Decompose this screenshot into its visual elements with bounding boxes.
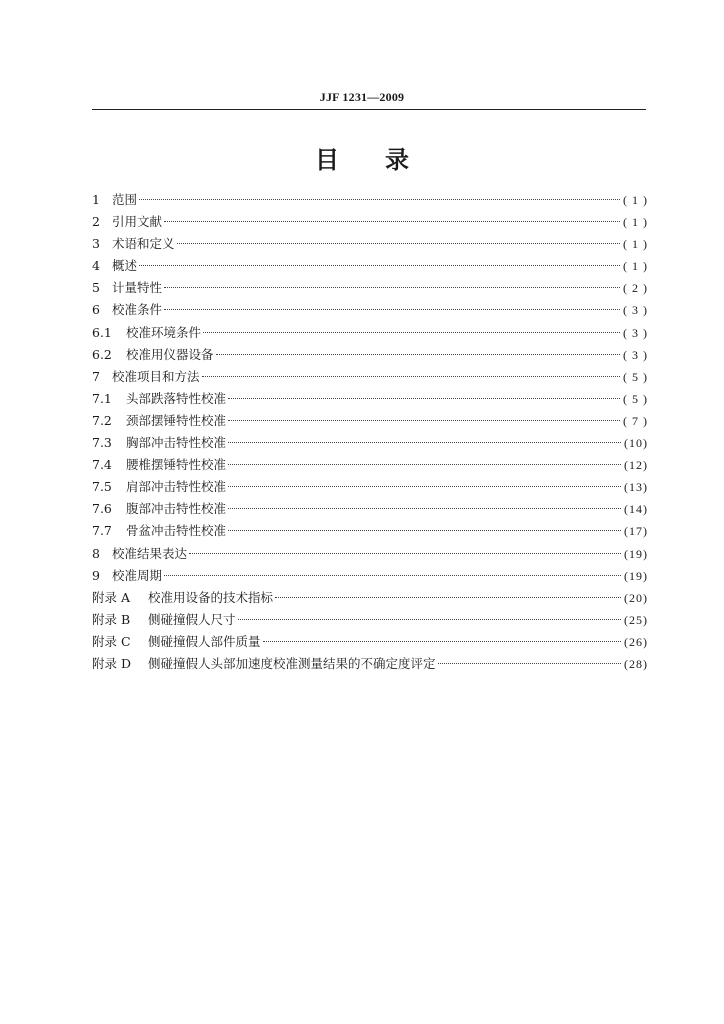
toc-entry-number: 4 (92, 258, 100, 274)
toc-entry[interactable] (92, 520, 648, 542)
toc-entry[interactable] (92, 631, 648, 653)
toc-entry[interactable] (92, 255, 648, 277)
toc-entry-label: 校准用设备的技术指标 (148, 589, 274, 605)
toc-dot-leader (177, 243, 620, 244)
toc-entry-label: 头部跌落特性校准 (126, 390, 227, 406)
toc-entry-number: 附录 B (92, 611, 131, 627)
toc-entry[interactable] (92, 189, 648, 211)
toc-entry-page: (28) (624, 656, 648, 671)
toc-entry-page: ( 5 ) (623, 391, 648, 406)
toc-entry-label: 概述 (112, 258, 138, 274)
toc-title-char-2: 录 (385, 146, 409, 174)
toc-entry-page: ( 3 ) (623, 303, 648, 318)
toc-entry-label: 侧碰撞假人尺寸 (148, 611, 236, 627)
toc-entry-number: 附录 C (92, 633, 131, 649)
toc-entry-label: 颈部摆锤特性校准 (126, 412, 227, 428)
toc-entry-page: (10) (624, 436, 648, 451)
header-rule (92, 109, 646, 110)
toc-entry-label: 范围 (112, 192, 138, 207)
toc-entry-label: 侧碰撞假人部件质量 (148, 633, 261, 649)
toc-entry[interactable] (92, 366, 648, 388)
toc-entry-page: ( 3 ) (623, 325, 648, 340)
toc-entry[interactable] (92, 609, 648, 631)
toc-entry[interactable] (92, 344, 648, 366)
toc-entry-label: 校准周期 (112, 567, 163, 583)
toc-dot-leader (228, 398, 620, 399)
toc-entry-label: 引用文献 (112, 214, 163, 230)
toc-dot-leader (228, 420, 620, 421)
toc-dot-leader (238, 619, 621, 620)
toc-entry-number: 6.1 (92, 324, 112, 340)
toc-entry[interactable] (92, 543, 648, 565)
toc-entry-page: ( 5 ) (623, 369, 648, 384)
toc-entry-number: 附录 A (92, 589, 131, 605)
toc-entry-number: 7 (92, 368, 100, 384)
toc-entry-label: 校准结果表达 (112, 545, 188, 561)
toc-entry[interactable] (92, 432, 648, 454)
toc-entry-page: (14) (624, 502, 648, 517)
toc-dot-leader (164, 575, 621, 576)
toc-dot-leader (263, 641, 621, 642)
toc-entry-label: 校准用仪器设备 (126, 346, 214, 362)
toc-entry-label: 计量特性 (112, 280, 163, 296)
toc-title-char-1: 目 (315, 146, 339, 174)
toc-entry-page: (19) (624, 546, 648, 561)
toc-dot-leader (164, 287, 620, 288)
table-of-contents (92, 189, 648, 675)
toc-entry-page: (17) (624, 524, 648, 539)
toc-entry-number: 7.5 (92, 479, 112, 495)
toc-entry-number: 6 (92, 302, 100, 318)
toc-entry-number: 3 (92, 236, 100, 252)
toc-entry[interactable] (92, 322, 648, 344)
toc-dot-leader (164, 309, 620, 310)
toc-entry-label: 肩部冲击特性校准 (126, 479, 227, 495)
toc-entry-label: 校准环境条件 (126, 324, 202, 340)
document-code-header: JJF 1231—2009 (319, 90, 405, 104)
toc-entry-number: 7.2 (92, 412, 112, 428)
toc-entry-label: 腰椎摆锤特性校准 (126, 457, 227, 473)
toc-entry[interactable] (92, 388, 648, 410)
toc-entry[interactable] (92, 454, 648, 476)
toc-entry[interactable] (92, 587, 648, 609)
toc-entry[interactable] (92, 233, 648, 255)
toc-entry[interactable] (92, 565, 648, 587)
toc-entry-page: ( 1 ) (623, 259, 648, 274)
toc-entry-page: (26) (624, 634, 648, 649)
toc-entry-page: (19) (624, 568, 648, 583)
toc-entry[interactable] (92, 410, 648, 432)
toc-entry-number: 1 (92, 192, 100, 207)
toc-entry-label: 校准项目和方法 (112, 368, 200, 384)
toc-entry[interactable] (92, 277, 648, 299)
toc-entry-label: 校准条件 (112, 302, 163, 318)
toc-dot-leader (275, 597, 621, 598)
toc-dot-leader (189, 553, 621, 554)
toc-entry-page: (12) (624, 458, 648, 473)
toc-entry-number: 2 (92, 214, 100, 230)
toc-entry-number: 7.6 (92, 501, 112, 517)
toc-dot-leader (203, 332, 620, 333)
toc-entry-number: 5 (92, 280, 100, 296)
toc-entry-page: (20) (624, 590, 648, 605)
toc-dot-leader (164, 221, 620, 222)
toc-entry-page: ( 1 ) (623, 215, 648, 230)
toc-entry-page: ( 3 ) (623, 347, 648, 362)
toc-entry-label: 术语和定义 (112, 236, 175, 252)
toc-entry-label: 腹部冲击特性校准 (126, 501, 227, 517)
toc-dot-leader (228, 442, 621, 443)
toc-entry-page: (25) (624, 612, 648, 627)
toc-entry-number: 7.4 (92, 457, 112, 473)
toc-dot-leader (202, 376, 620, 377)
toc-entry[interactable] (92, 299, 648, 321)
toc-dot-leader (228, 508, 621, 509)
toc-dot-leader (228, 530, 621, 531)
toc-dot-leader (228, 464, 621, 465)
toc-dot-leader (228, 486, 621, 487)
toc-entry-number: 9 (92, 567, 100, 583)
toc-entry[interactable] (92, 653, 648, 675)
toc-entry-label: 侧碰撞假人头部加速度校准测量结果的不确定度评定 (148, 655, 436, 671)
toc-entry-number: 7.3 (92, 435, 112, 451)
toc-dot-leader (139, 265, 620, 266)
toc-dot-leader (216, 354, 620, 355)
toc-entry[interactable] (92, 211, 648, 233)
toc-entry-label: 骨盆冲击特性校准 (126, 523, 227, 539)
toc-entry-page: ( 1 ) (623, 193, 648, 207)
toc-dot-leader (438, 663, 621, 664)
toc-entry-label: 胸部冲击特性校准 (126, 435, 227, 451)
toc-dot-leader (139, 199, 620, 200)
toc-entry-number: 6.2 (92, 346, 112, 362)
toc-entry-page: ( 7 ) (623, 413, 648, 428)
toc-entry-number: 7.1 (92, 390, 112, 406)
toc-entry-page: (13) (624, 480, 648, 495)
toc-entry[interactable] (92, 476, 648, 498)
toc-entry-number: 附录 D (92, 655, 131, 671)
toc-entry-page: ( 1 ) (623, 237, 648, 252)
toc-title (0, 140, 724, 175)
toc-entry[interactable] (92, 498, 648, 520)
toc-entry-number: 8 (92, 545, 100, 561)
toc-entry-page: ( 2 ) (623, 281, 648, 296)
toc-entry-number: 7.7 (92, 523, 112, 539)
